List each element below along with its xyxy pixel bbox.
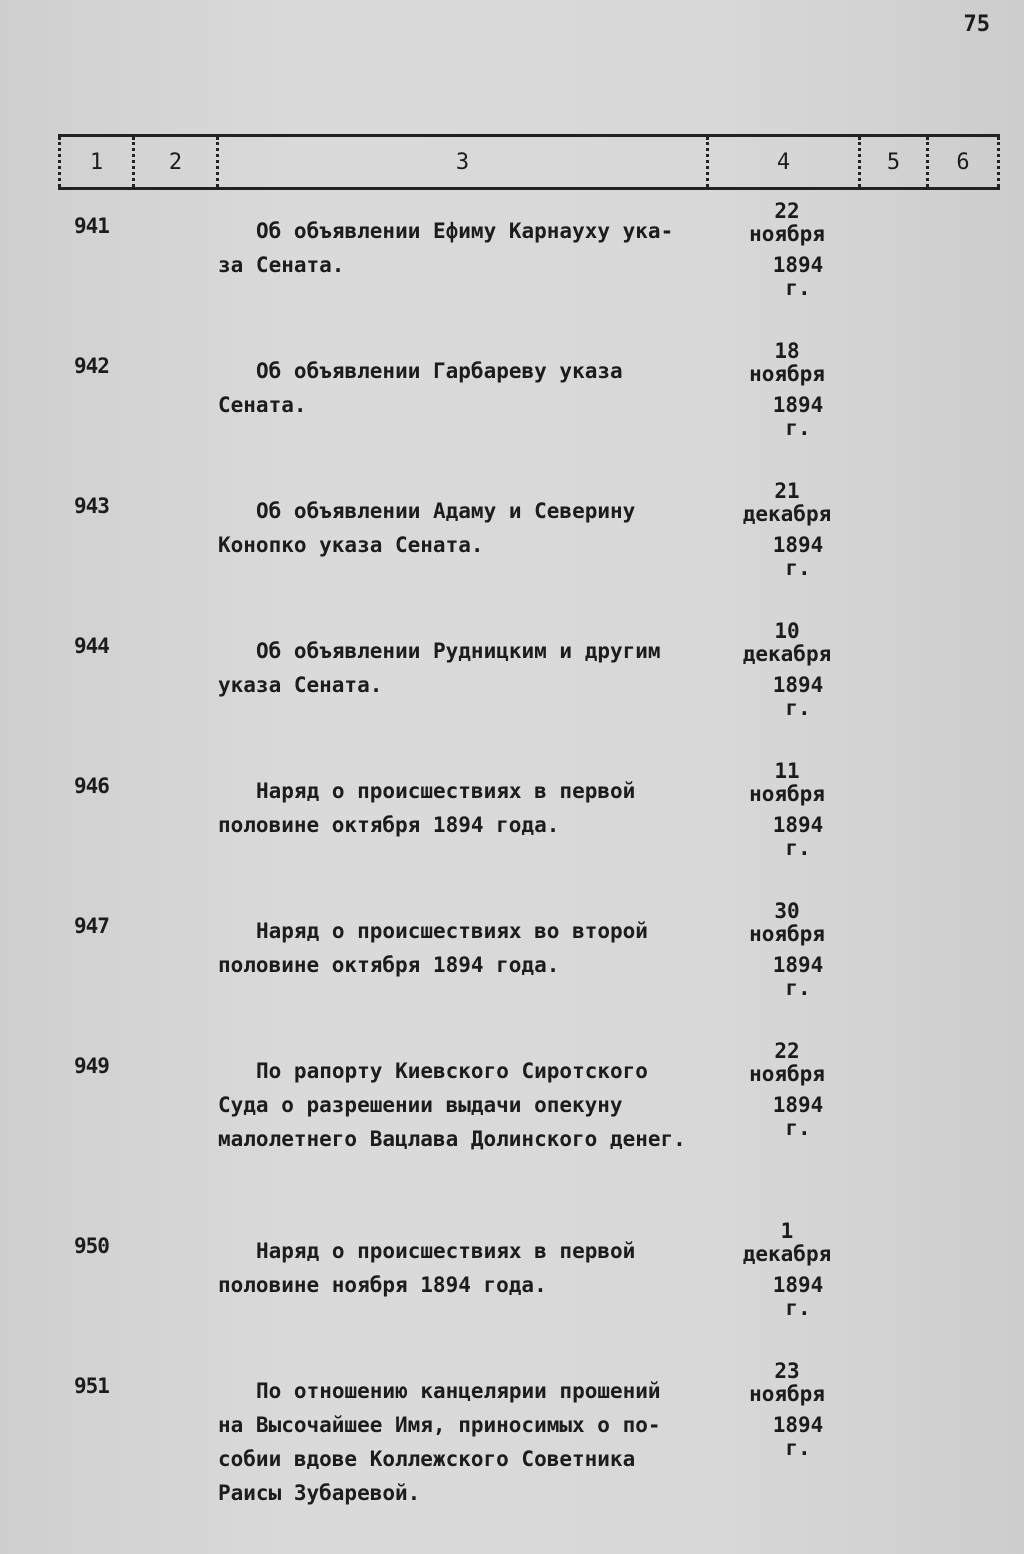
entry-description-line: половине ноября 1894 года. <box>218 1273 547 1297</box>
entry-date-year: 1894 г. <box>772 953 824 1000</box>
column-header-row <box>58 134 1000 190</box>
entry-date <box>732 900 842 1000</box>
entry-date <box>732 1360 842 1460</box>
column-header-5: 5 <box>858 137 926 187</box>
entry-description-line: Наряд о происшествиях во второй <box>256 919 648 943</box>
entry-date-month: ноября <box>749 782 825 806</box>
entry-date-year: 1894 г. <box>772 1413 824 1460</box>
entry-date-day: 18 <box>774 339 800 363</box>
entry-date <box>732 340 842 440</box>
entry-description-line: Сената. <box>218 393 307 417</box>
entry-date-month: ноября <box>749 1382 825 1406</box>
entry-description-line: По рапорту Киевского Сиротского <box>256 1059 648 1083</box>
entry-date-month: ноября <box>749 1062 825 1086</box>
entry-description <box>218 774 718 842</box>
entry-number: 943 <box>74 494 109 518</box>
entry-description-line: Об объявлении Рудницким и другим <box>256 639 661 663</box>
entry-description <box>218 1374 718 1510</box>
entry-description <box>218 354 718 422</box>
entry-date-month: ноября <box>749 922 825 946</box>
entry-date <box>732 1040 842 1140</box>
entry-date-day: 10 <box>774 619 800 643</box>
entry-description <box>218 1234 718 1302</box>
entry-date-month: ноября <box>749 222 825 246</box>
column-header-2: 2 <box>132 137 216 187</box>
entry-date-year: 1894 г. <box>772 393 824 440</box>
entry-description-line: половине октября 1894 года. <box>218 813 560 837</box>
entry-date-year: 1894 г. <box>772 673 824 720</box>
entry-date-day: 11 <box>774 759 800 783</box>
entry-description-line: Суда о разрешении выдачи опекуну <box>218 1093 623 1117</box>
entry-date-day: 30 <box>774 899 800 923</box>
entry-date-year: 1894 г. <box>772 533 824 580</box>
entry-description-line: собии вдове Коллежского Советника <box>218 1447 636 1471</box>
entry-description-line: Конопко указа Сената. <box>218 533 484 557</box>
entry-description <box>218 494 718 562</box>
entry-date-day: 21 <box>774 479 800 503</box>
entry-number: 951 <box>74 1374 109 1398</box>
entry-number: 942 <box>74 354 109 378</box>
column-header-3: 3 <box>216 137 706 187</box>
entry-description <box>218 634 718 702</box>
entry-number: 944 <box>74 634 109 658</box>
entry-description-line: Об объявлении Адаму и Северину <box>256 499 636 523</box>
entry-date-year: 1894 г. <box>772 253 824 300</box>
entry-date-year: 1894 г. <box>772 1093 824 1140</box>
entry-description-line: По отношению канцелярии прошений <box>256 1379 661 1403</box>
entry-number: 941 <box>74 214 109 238</box>
entry-number: 950 <box>74 1234 109 1258</box>
entry-description-line: половине октября 1894 года. <box>218 953 560 977</box>
entry-date-day: 22 <box>774 1039 800 1063</box>
entry-description-line: Наряд о происшествиях в первой <box>256 779 636 803</box>
entry-number: 947 <box>74 914 109 938</box>
entry-date <box>732 760 842 860</box>
entry-description <box>218 914 718 982</box>
entry-description-line: указа Сената. <box>218 673 383 697</box>
entry-number: 949 <box>74 1054 109 1078</box>
entry-description-line: Об объявлении Ефиму Карнауху ука- <box>256 219 674 243</box>
entry-date-month: декабря <box>742 642 832 666</box>
entry-date-month: декабря <box>742 1242 832 1266</box>
entry-date-day: 1 <box>780 1219 794 1243</box>
entry-number: 946 <box>74 774 109 798</box>
entry-date-month: ноября <box>749 362 825 386</box>
entry-date-day: 22 <box>774 199 800 223</box>
entry-date-year: 1894 г. <box>772 813 824 860</box>
entry-description-line: малолетнего Вацлава Долинского денег. <box>218 1127 686 1151</box>
entry-description <box>218 214 718 282</box>
entry-description-line: на Высочайшее Имя, приносимых о по- <box>218 1413 661 1437</box>
entry-date-year: 1894 г. <box>772 1273 824 1320</box>
column-header-1: 1 <box>58 137 132 187</box>
entry-description-line: Раисы Зубаревой. <box>218 1481 421 1505</box>
entry-description-line: Об объявлении Гарбареву указа <box>256 359 623 383</box>
entry-date <box>732 620 842 720</box>
entry-description <box>218 1054 718 1156</box>
entry-date-month: декабря <box>742 502 832 526</box>
entry-date <box>732 200 842 300</box>
column-header-4: 4 <box>706 137 858 187</box>
entry-description-line: Наряд о происшествиях в первой <box>256 1239 636 1263</box>
page-number: 75 <box>963 12 990 37</box>
entry-date-day: 23 <box>774 1359 800 1383</box>
entry-date <box>732 480 842 580</box>
entry-date <box>732 1220 842 1320</box>
entry-description-line: за Сената. <box>218 253 345 277</box>
column-header-6: 6 <box>926 137 1000 187</box>
